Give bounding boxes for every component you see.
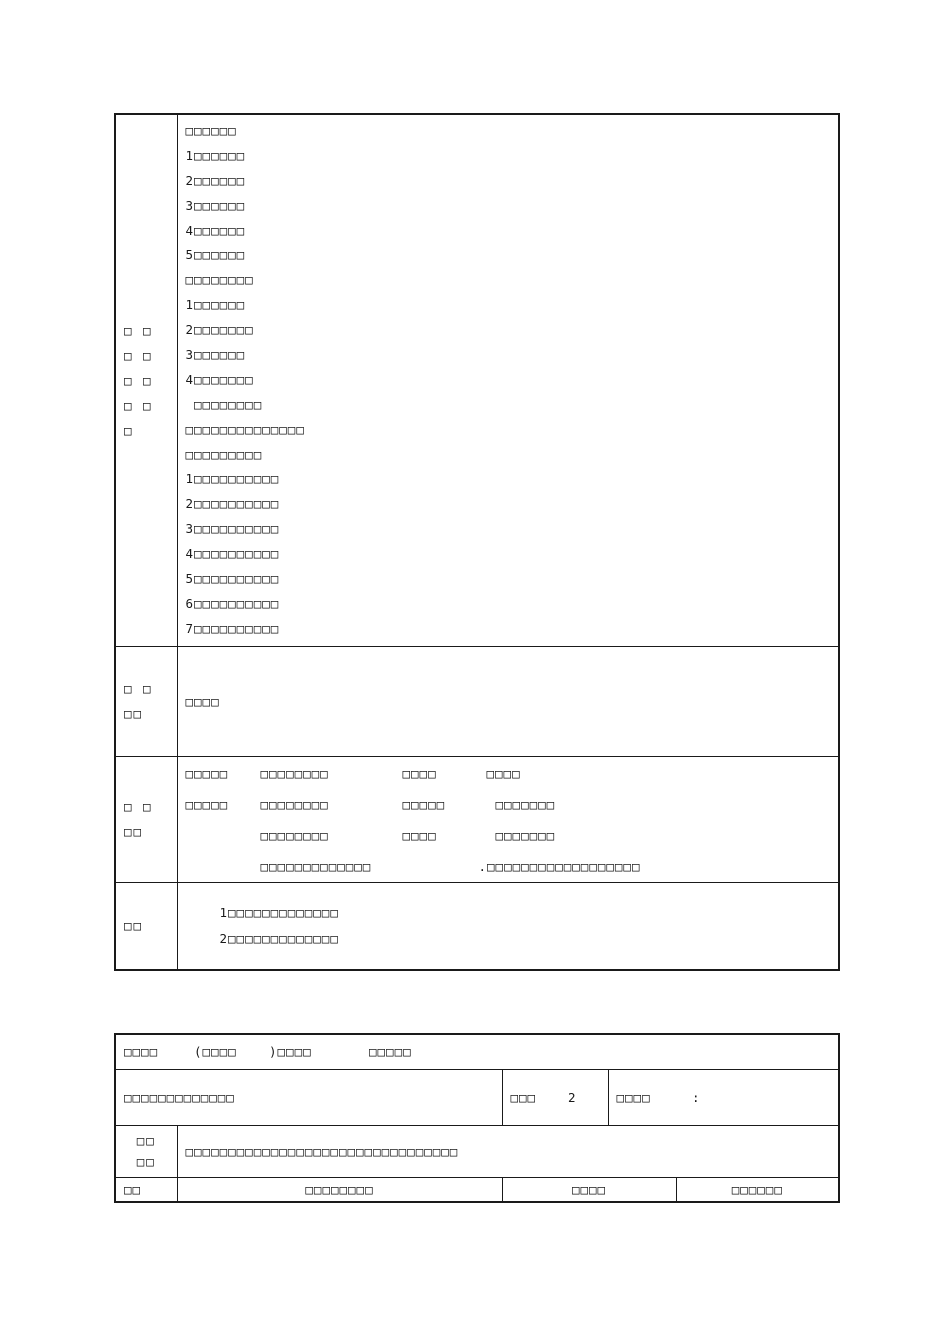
outline-line: 2□□□□□□ [185, 172, 246, 188]
bottom-col3: □□□□□□ [676, 1177, 839, 1202]
outline-line: 4□□□□□□ [185, 222, 246, 238]
outline-label-line: □ [124, 422, 134, 438]
header-part: □□□□□ [369, 1044, 412, 1060]
outline-line: □□□□□□□□□ [185, 446, 263, 462]
outline-line: 3□□□□□□□□□□ [185, 521, 280, 537]
outline-line: 4□□□□□□□□□□ [185, 546, 280, 562]
section3-cell: □□□□ [402, 827, 437, 843]
header-part: )□□□□ [269, 1044, 312, 1060]
outline-line: 3□□□□□□ [185, 197, 246, 213]
section4-label: □□ [115, 882, 177, 970]
bottom-col2: □□□□ [502, 1177, 676, 1202]
section3-cell: □□□□□□□ [495, 796, 556, 812]
extra-label: □□□□ [616, 1089, 651, 1105]
bottom-row [115, 1177, 839, 1202]
outline-line: 1□□□□□□ [185, 147, 246, 163]
section2-content [177, 646, 839, 756]
outline-line: 1□□□□□□□□□□ [185, 471, 280, 487]
header-cell [115, 1034, 839, 1069]
outline-line: □□□□□□ [185, 123, 237, 138]
outline-line: 1□□□□□□ [185, 297, 246, 313]
title-row [115, 1069, 839, 1125]
header-part: □□□□ [124, 1044, 159, 1060]
outline-line: □□□□□□□□ [185, 396, 263, 412]
outline-line: 2□□□□□□□□□□ [185, 496, 280, 512]
section3-label-line: □□ [124, 824, 144, 840]
section2-label-line: □□ [124, 706, 144, 722]
bottom-label: □□ [115, 1177, 177, 1202]
header-part: (□□□□ [194, 1044, 237, 1060]
hours-label: □□□ [510, 1089, 537, 1105]
goal-row [115, 1125, 839, 1177]
outline-line: 6□□□□□□□□□□ [185, 595, 280, 611]
outline-label-line: □ □ [124, 397, 153, 413]
section4-content [177, 882, 839, 970]
lesson-title: □□□□□□□□□□□□□ [115, 1069, 502, 1125]
hours-value: 2 [568, 1089, 576, 1105]
outline-line: 2□□□□□□□ [185, 322, 254, 338]
goal-label [115, 1125, 177, 1177]
outline-label-line: □ □ [124, 347, 153, 363]
lesson-plan-table [114, 113, 840, 971]
section3-line [186, 820, 839, 851]
goal-text: □□□□□□□□□□□□□□□□□□□□□□□□□□□□□□□□ [177, 1125, 839, 1177]
extra-value: : [692, 1089, 700, 1105]
section3-cell: □□□□□ [185, 765, 229, 781]
section3-cell: □□□□□ [185, 796, 229, 812]
section2-label-line: □ □ [124, 681, 153, 697]
outline-label-line: □ □ [124, 372, 153, 388]
outline-content [177, 114, 839, 646]
outline-label-line: □ □ [124, 322, 153, 338]
extra-cell [608, 1069, 839, 1125]
outline-row [115, 114, 839, 646]
section3-cell: □□□□□□□□ [260, 827, 329, 843]
outline-line: 5□□□□□□□□□□ [185, 571, 280, 587]
section2-text: □□□□ [185, 693, 220, 709]
section4-line: 2□□□□□□□□□□□□□ [219, 930, 339, 946]
section3-cell: .□□□□□□□□□□□□□□□□□□ [478, 858, 641, 874]
outline-label [115, 114, 177, 646]
outline-line: 3□□□□□□ [185, 347, 246, 363]
outline-line: □□□□□□□□□□□□□□ [185, 421, 305, 437]
section3-cell: □□□□ [402, 765, 437, 781]
section3-line [186, 758, 839, 789]
header-row [115, 1034, 839, 1069]
section3-cell: □□□□□□□□□□□□□ [260, 858, 372, 874]
section3-cell: □□□□□ [402, 796, 446, 812]
section3-cell: □□□□□□□ [495, 827, 556, 843]
section3-line [186, 789, 839, 820]
outline-line: 4□□□□□□□ [185, 371, 254, 387]
section3-line [186, 851, 839, 882]
section2-row [115, 646, 839, 756]
section3-cell: □□□□ [486, 765, 521, 781]
goal-label-line: □□ [136, 1154, 156, 1169]
section4-line: 1□□□□□□□□□□□□□ [219, 904, 339, 920]
section3-label-line: □ □ [124, 799, 153, 815]
course-info-table [114, 1033, 840, 1203]
section3-label [115, 756, 177, 882]
section3-row [115, 756, 839, 882]
section3-cell: □□□□□□□□ [260, 796, 329, 812]
hours-cell [502, 1069, 608, 1125]
bottom-col1: □□□□□□□□ [177, 1177, 502, 1202]
section4-row [115, 882, 839, 970]
goal-label-line: □□ [136, 1133, 156, 1148]
outline-line: 5□□□□□□ [185, 247, 246, 263]
section3-cell: □□□□□□□□ [260, 765, 329, 781]
section3-content [177, 756, 839, 882]
outline-line: 7□□□□□□□□□□ [185, 620, 280, 636]
outline-line: □□□□□□□□ [185, 272, 254, 288]
section2-label [115, 646, 177, 756]
